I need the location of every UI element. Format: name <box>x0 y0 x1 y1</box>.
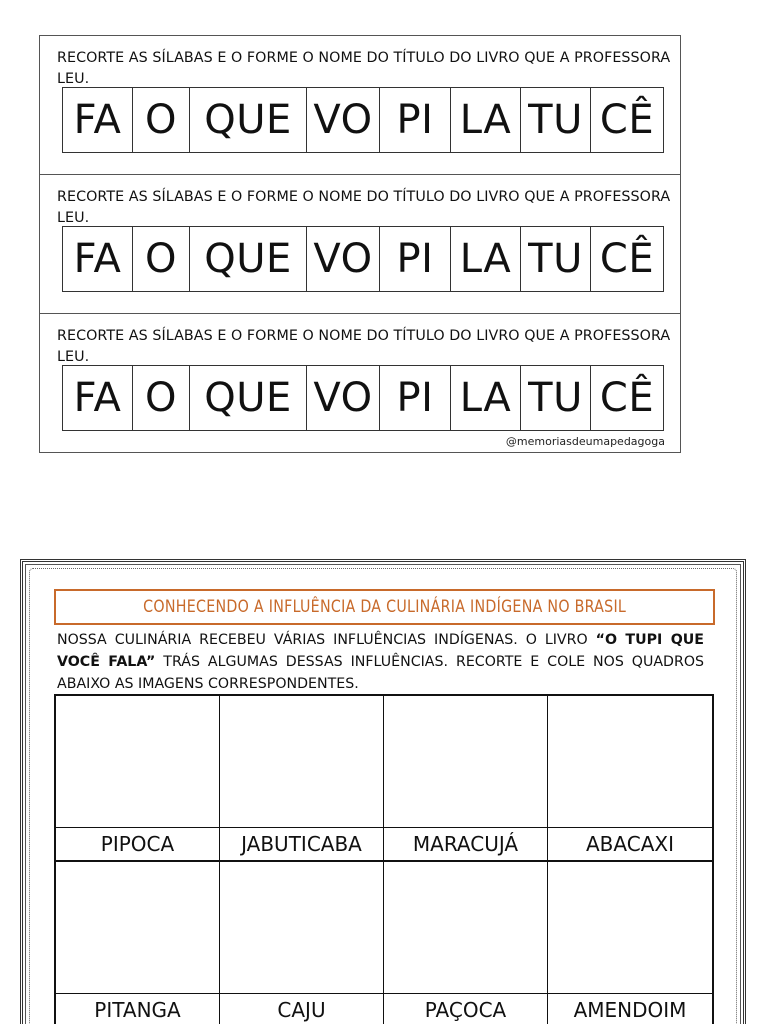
block-instruction: RECORTE AS SÍLABAS E O FORME O NOME DO TÍTULO DO LIVRO QUE A PROFESSORA LEU. <box>57 50 671 87</box>
syllable-card: O <box>133 366 190 430</box>
grid-cell <box>56 862 220 1024</box>
syllable-block-1 <box>40 36 680 175</box>
syllable-worksheet <box>39 35 681 453</box>
syllable-card: TU <box>521 88 591 152</box>
book-title: “O TUPI QUE VOCÊ FALA” <box>57 632 704 670</box>
grid-cell <box>56 696 220 862</box>
grid-cell <box>220 862 384 1024</box>
syllable-card: TU <box>521 366 591 430</box>
food-label: PIPOCA <box>56 828 219 862</box>
syllable-card: FA <box>63 88 133 152</box>
image-paste-area <box>220 696 383 828</box>
food-label: PAÇOCA <box>384 994 547 1024</box>
food-label: CAJU <box>220 994 383 1024</box>
syllable-card: QUE <box>190 88 307 152</box>
instruction-text: TRÁS ALGUMAS DESSAS INFLUÊNCIAS. RECORTE E COLE NOS QUADROS ABAIXO AS IMAGENS CORRESPONDENTES. <box>57 654 704 692</box>
food-label: MARACUJÁ <box>384 828 547 862</box>
grid-cell <box>548 862 712 1024</box>
image-paste-area <box>548 862 712 994</box>
syllable-row <box>62 87 664 153</box>
food-label: PITANGA <box>56 994 219 1024</box>
grid-cell <box>548 696 712 862</box>
syllable-card: FA <box>63 366 133 430</box>
syllable-block-3 <box>40 314 680 453</box>
syllable-card: QUE <box>190 227 307 291</box>
worksheet-instruction <box>57 629 704 695</box>
syllable-card: VO <box>307 366 380 430</box>
food-label: JABUTICABA <box>220 828 383 862</box>
grid-cell <box>384 862 548 1024</box>
syllable-block-2 <box>40 175 680 314</box>
image-paste-area <box>220 862 383 994</box>
syllable-card: PI <box>380 366 451 430</box>
syllable-card: VO <box>307 88 380 152</box>
syllable-card: O <box>133 227 190 291</box>
image-paste-area <box>548 696 712 828</box>
picture-grid <box>54 694 714 1024</box>
syllable-card: LA <box>451 366 521 430</box>
syllable-card: CÊ <box>599 97 655 143</box>
image-paste-area <box>56 862 219 994</box>
culinary-worksheet <box>20 559 746 1024</box>
grid-cell <box>220 696 384 862</box>
syllable-row <box>62 226 664 292</box>
syllable-card: TU <box>521 227 591 291</box>
title-box <box>54 589 715 625</box>
grid-cell <box>384 696 548 862</box>
syllable-card: CÊ <box>599 375 655 421</box>
instruction-text: NOSSA CULINÁRIA RECEBEU VÁRIAS INFLUÊNCIAS INDÍGENAS. O LIVRO <box>57 632 596 648</box>
block-instruction: RECORTE AS SÍLABAS E O FORME O NOME DO TÍTULO DO LIVRO QUE A PROFESSORA LEU. <box>57 328 671 365</box>
syllable-card: QUE <box>190 366 307 430</box>
syllable-card: O <box>133 88 190 152</box>
syllable-card: LA <box>451 88 521 152</box>
syllable-card: PI <box>380 88 451 152</box>
block-instruction: RECORTE AS SÍLABAS E O FORME O NOME DO TÍTULO DO LIVRO QUE A PROFESSORA LEU. <box>57 189 671 226</box>
food-label: ABACAXI <box>548 828 712 862</box>
image-paste-area <box>384 696 547 828</box>
grid-row <box>56 696 712 862</box>
syllable-card: PI <box>380 227 451 291</box>
image-paste-area <box>56 696 219 828</box>
grid-row <box>56 862 712 1024</box>
image-paste-area <box>384 862 547 994</box>
syllable-card: VO <box>307 227 380 291</box>
watermark-handle: @memoriasdeumapedagoga <box>505 435 665 448</box>
worksheet-title: CONHECENDO A INFLUÊNCIA DA CULINÁRIA INDÍGENA NO BRASIL <box>143 597 626 617</box>
syllable-card: CÊ <box>599 236 655 282</box>
syllable-card: LA <box>451 227 521 291</box>
food-label: AMENDOIM <box>548 994 712 1024</box>
syllable-card: FA <box>63 227 133 291</box>
syllable-row <box>62 365 664 431</box>
